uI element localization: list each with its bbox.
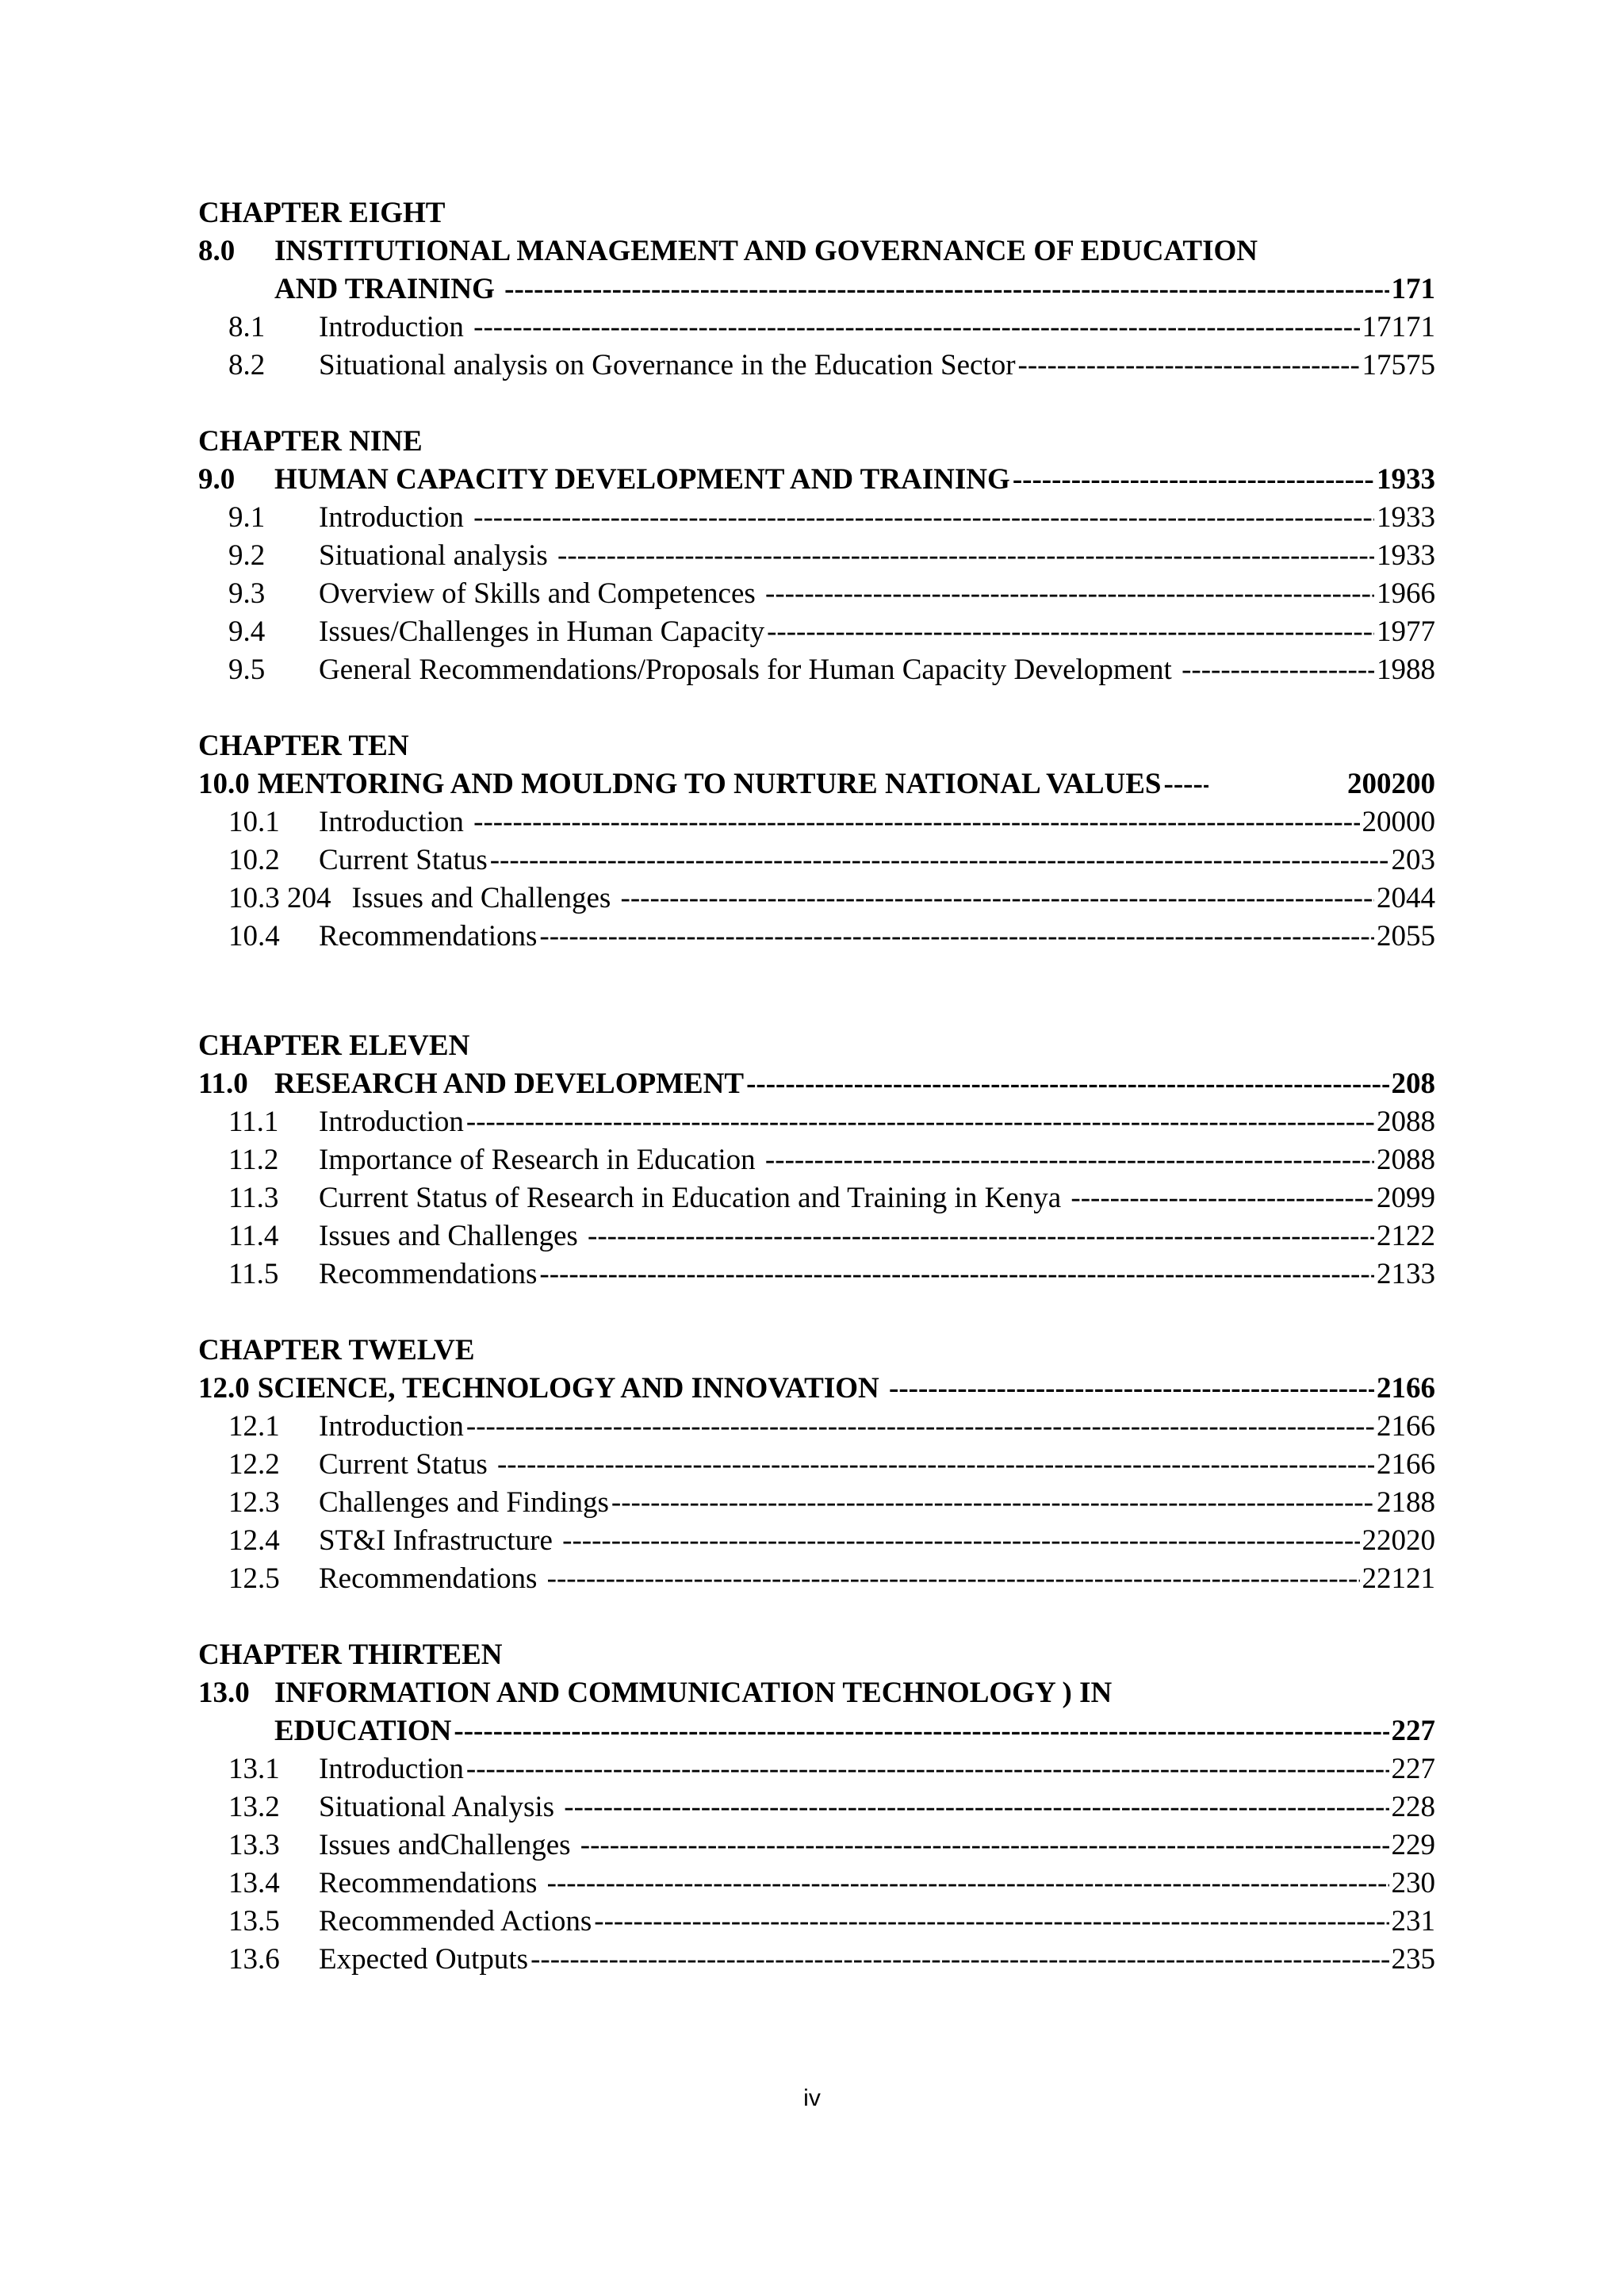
dot-leader <box>889 1370 1374 1408</box>
section-title: INSTITUTIONAL MANAGEMENT AND GOVERNANCE OF EDUCATION <box>274 235 1258 267</box>
section-number: 9.4 <box>228 615 266 648</box>
chapter-heading: CHAPTER TEN <box>198 730 409 762</box>
section-title: Issues and Challenges <box>319 1220 586 1252</box>
toc-main-entry[interactable] <box>198 232 1435 270</box>
section-number: 9.0 <box>198 463 236 496</box>
page-ref: 1933 <box>1377 463 1435 496</box>
page-ref: 227 <box>1391 1715 1435 1747</box>
page-ref: 228 <box>1391 1791 1435 1823</box>
toc-entry[interactable] <box>198 309 1435 347</box>
section-number: 13.6 <box>228 1943 280 1976</box>
page-ref: 1988 <box>1377 654 1435 686</box>
section-number: 11.1 <box>228 1106 279 1138</box>
dot-leader <box>530 1941 1388 1979</box>
dot-leader <box>1071 1179 1374 1217</box>
dot-leader <box>1018 347 1360 385</box>
page-ref: 20000 <box>1362 806 1435 838</box>
toc-main-entry[interactable] <box>198 1370 1435 1408</box>
chapter-eleven <box>198 1027 1435 1294</box>
dot-leader <box>611 1484 1374 1522</box>
toc-entry[interactable] <box>198 347 1435 385</box>
dot-leader <box>594 1903 1388 1941</box>
page-ref: 200200 <box>1347 768 1435 800</box>
toc-entry[interactable] <box>198 1903 1435 1941</box>
section-number: 9.2 <box>228 539 266 572</box>
page-ref: 2055 <box>1377 920 1435 953</box>
section-title: Situational Analysis <box>319 1791 562 1823</box>
section-number: 11.0 <box>198 1068 248 1100</box>
dot-leader <box>454 1712 1388 1750</box>
toc-entry[interactable] <box>198 1217 1435 1255</box>
section-title: Introduction <box>319 501 472 534</box>
page-ref: 235 <box>1391 1943 1435 1976</box>
section-number: 10.1 <box>228 806 280 838</box>
section-number: 9.3 <box>228 577 266 610</box>
page-ref: 227 <box>1391 1753 1435 1785</box>
section-title: Current Status <box>319 844 488 876</box>
section-title: Introduction <box>319 1410 464 1443</box>
section-title: Recommendations <box>319 1562 545 1595</box>
dot-leader <box>588 1217 1374 1255</box>
dot-leader <box>490 841 1389 880</box>
toc-entry[interactable] <box>198 1484 1435 1522</box>
section-title: ST&I Infrastructure <box>319 1524 561 1557</box>
toc-entry[interactable] <box>198 1750 1435 1788</box>
section-title-continued: EDUCATION <box>274 1715 452 1747</box>
chapter-heading: CHAPTER EIGHT <box>198 197 446 229</box>
chapter-heading: CHAPTER TWELVE <box>198 1334 475 1366</box>
section-number: 11.4 <box>228 1220 279 1252</box>
section-title: Recommendations <box>319 920 538 953</box>
page-ref: 203 <box>1391 844 1435 876</box>
toc-main-entry[interactable] <box>198 1674 1435 1712</box>
dot-leader <box>497 1446 1374 1484</box>
toc-entry[interactable] <box>198 880 1435 918</box>
dot-leader <box>1164 765 1208 803</box>
section-title: SCIENCE, TECHNOLOGY AND INNOVATION <box>257 1372 887 1405</box>
page-ref: 2133 <box>1377 1258 1435 1290</box>
section-title: General Recommendations/Proposals for Human Capacity Development <box>319 654 1180 686</box>
toc-entry[interactable] <box>198 537 1435 575</box>
toc-entry[interactable] <box>198 575 1435 613</box>
section-title: Issues andChallenges <box>319 1829 578 1861</box>
page-ref: 1933 <box>1377 539 1435 572</box>
toc-entry[interactable] <box>198 1141 1435 1179</box>
section-title: Challenges and Findings <box>319 1486 609 1519</box>
page-ref: 22121 <box>1362 1562 1435 1595</box>
section-number: 10.4 <box>228 920 280 953</box>
page-ref: 2188 <box>1377 1486 1435 1519</box>
toc-entry[interactable] <box>198 1103 1435 1141</box>
toc-entry[interactable] <box>198 1941 1435 1979</box>
section-title: Current Status of Research in Education and Training in Kenya <box>319 1182 1069 1214</box>
page-ref: 171 <box>1391 273 1435 305</box>
dot-leader <box>466 1103 1374 1141</box>
section-title: Current Status <box>319 1448 495 1481</box>
section-number: 9.5 <box>228 654 266 686</box>
page-number: iv <box>803 2085 821 2111</box>
section-title: Expected Outputs <box>319 1943 529 1976</box>
section-number: 12.0 <box>198 1372 250 1405</box>
toc-entry[interactable] <box>198 1255 1435 1294</box>
toc-entry[interactable] <box>198 1788 1435 1826</box>
page-ref: 2088 <box>1377 1106 1435 1138</box>
section-number: 12.4 <box>228 1524 280 1557</box>
section-title: Recommended Actions <box>319 1905 592 1938</box>
section-title: Importance of Research in Education <box>319 1144 763 1176</box>
dot-leader <box>547 1560 1360 1598</box>
chapter-heading: CHAPTER ELEVEN <box>198 1029 470 1062</box>
section-number: 13.0 <box>198 1677 250 1709</box>
section-title: Introduction <box>319 311 472 343</box>
page-ref: 2099 <box>1377 1182 1435 1214</box>
dot-leader <box>466 1750 1389 1788</box>
toc-entry[interactable] <box>198 918 1435 956</box>
page-ref: 22020 <box>1362 1524 1435 1557</box>
section-title: Introduction <box>319 806 472 838</box>
toc-entry[interactable] <box>198 1560 1435 1598</box>
page-ref: 229 <box>1391 1829 1435 1861</box>
dot-leader <box>504 270 1388 309</box>
section-title: MENTORING AND MOULDNG TO NURTURE NATIONAL VALUES <box>257 768 1162 800</box>
toc-entry[interactable] <box>198 803 1435 841</box>
dot-leader <box>621 880 1374 918</box>
dot-leader <box>547 1865 1389 1903</box>
toc-entry[interactable] <box>198 1179 1435 1217</box>
section-title: Situational analysis on Governance in the Education Sector <box>319 349 1016 381</box>
chapter-twelve <box>198 1332 1435 1598</box>
section-number: 8.0 <box>198 235 236 267</box>
dot-leader <box>767 613 1374 651</box>
dot-leader <box>1013 461 1374 499</box>
dot-leader <box>765 575 1374 613</box>
chapter-heading: CHAPTER THIRTEEN <box>198 1639 503 1671</box>
dot-leader <box>1182 651 1374 689</box>
section-title: INFORMATION AND COMMUNICATION TECHNOLOGY ) IN <box>274 1677 1113 1709</box>
dot-leader <box>539 918 1374 956</box>
section-number: 13.2 <box>228 1791 280 1823</box>
dot-leader <box>473 309 1359 347</box>
section-number: 13.1 <box>228 1753 280 1785</box>
section-title: RESEARCH AND DEVELOPMENT <box>274 1068 745 1100</box>
toc-main-entry[interactable] <box>198 1065 1435 1103</box>
chapter-ten <box>198 727 1435 956</box>
page-ref: 2166 <box>1377 1410 1435 1443</box>
dot-leader <box>539 1255 1374 1294</box>
toc-entry[interactable] <box>198 1408 1435 1446</box>
section-title: Recommendations <box>319 1867 545 1899</box>
chapter-nine <box>198 423 1435 689</box>
section-title: HUMAN CAPACITY DEVELOPMENT AND TRAINING <box>274 463 1010 496</box>
section-title: Situational analysis <box>319 539 556 572</box>
section-number: 10.2 <box>228 844 280 876</box>
dot-leader <box>466 1408 1374 1446</box>
section-number: 10.0 <box>198 768 250 800</box>
toc-main-entry[interactable] <box>198 461 1435 499</box>
page-ref: 1933 <box>1377 501 1435 534</box>
toc-entry[interactable] <box>198 1826 1435 1865</box>
table-of-contents <box>198 194 1435 2017</box>
section-number: 13.4 <box>228 1867 280 1899</box>
section-number: 12.3 <box>228 1486 280 1519</box>
section-title: Issues/Challenges in Human Capacity <box>319 615 765 648</box>
chapter-eight <box>198 194 1435 385</box>
page-ref: 2088 <box>1377 1144 1435 1176</box>
dot-leader <box>562 1522 1359 1560</box>
section-number: 11.3 <box>228 1182 279 1214</box>
page-ref: 2166 <box>1377 1448 1435 1481</box>
toc-entry[interactable] <box>198 1865 1435 1903</box>
page-ref: 17171 <box>1362 311 1435 343</box>
section-title: Introduction <box>319 1106 464 1138</box>
toc-main-entry[interactable] <box>198 765 1435 803</box>
page-ref: 2044 <box>1377 882 1435 914</box>
dot-leader <box>473 803 1359 841</box>
section-title: Overview of Skills and Competences <box>319 577 764 610</box>
section-number: 8.2 <box>228 349 266 381</box>
section-title: Recommendations <box>319 1258 538 1290</box>
section-number: 10.3 204 <box>228 882 331 914</box>
section-number: 11.2 <box>228 1144 279 1176</box>
section-number: 13.5 <box>228 1905 280 1938</box>
section-number: 11.5 <box>228 1258 279 1290</box>
page-ref: 231 <box>1391 1905 1435 1938</box>
section-number: 12.5 <box>228 1562 280 1595</box>
chapter-thirteen <box>198 1636 1435 1979</box>
chapter-heading: CHAPTER NINE <box>198 425 423 458</box>
dot-leader <box>746 1065 1388 1103</box>
page-ref: 17575 <box>1362 349 1435 381</box>
dot-leader <box>765 1141 1374 1179</box>
section-number: 9.1 <box>228 501 266 534</box>
page-ref: 1966 <box>1377 577 1435 610</box>
section-number: 12.1 <box>228 1410 280 1443</box>
toc-entry[interactable] <box>198 651 1435 689</box>
dot-leader <box>557 537 1374 575</box>
section-title: Introduction <box>319 1753 464 1785</box>
page-ref: 1977 <box>1377 615 1435 648</box>
section-number: 13.3 <box>228 1829 280 1861</box>
toc-entry[interactable] <box>198 499 1435 537</box>
toc-entry[interactable] <box>198 613 1435 651</box>
section-title-continued: AND TRAINING <box>274 273 503 305</box>
toc-entry[interactable] <box>198 841 1435 880</box>
toc-entry[interactable] <box>198 1446 1435 1484</box>
dot-leader <box>473 499 1374 537</box>
section-number: 8.1 <box>228 311 266 343</box>
section-number: 12.2 <box>228 1448 280 1481</box>
page-ref: 230 <box>1391 1867 1435 1899</box>
page-ref: 2166 <box>1377 1372 1435 1405</box>
toc-main-entry-continued[interactable] <box>198 270 1435 309</box>
page-ref: 208 <box>1391 1068 1435 1100</box>
toc-main-entry-continued[interactable] <box>198 1712 1435 1750</box>
dot-leader <box>580 1826 1389 1865</box>
section-title: Issues and Challenges <box>351 882 619 914</box>
page-ref: 2122 <box>1377 1220 1435 1252</box>
dot-leader <box>564 1788 1388 1826</box>
toc-entry[interactable] <box>198 1522 1435 1560</box>
